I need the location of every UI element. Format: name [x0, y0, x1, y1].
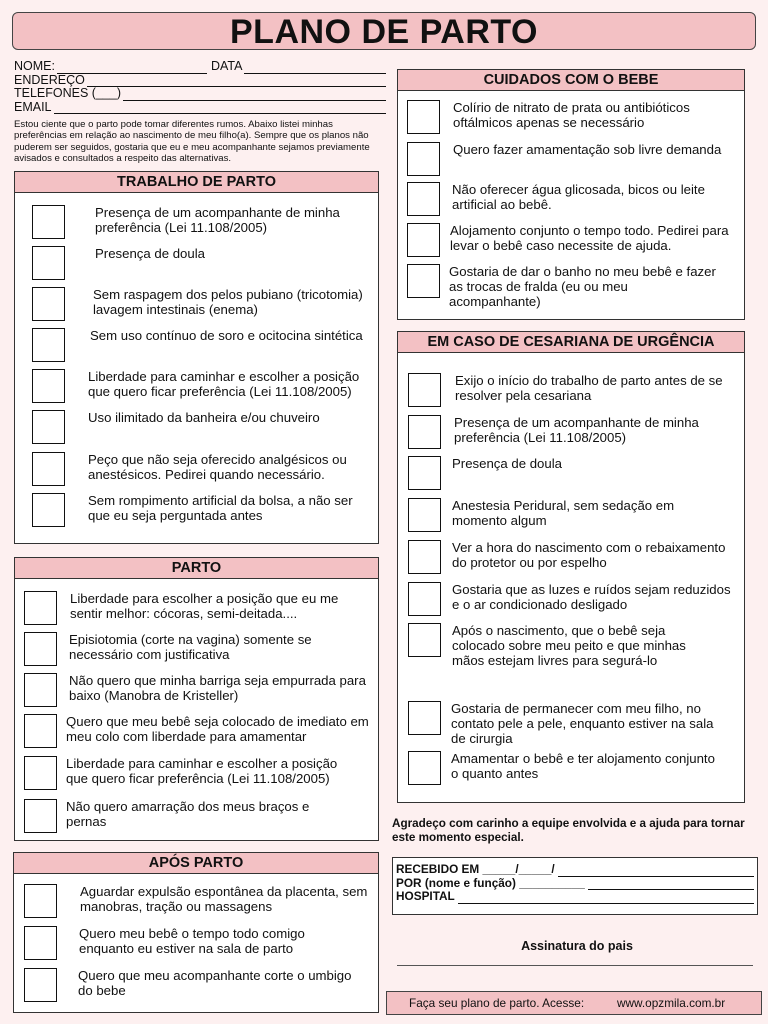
- por-label: POR (nome e função) __________: [396, 875, 585, 890]
- checkbox[interactable]: [408, 456, 441, 490]
- hospital-field[interactable]: [458, 894, 754, 904]
- signature-line[interactable]: [397, 965, 753, 966]
- item-text: Gostaria de permanecer com meu filho, no contato pele a pele, enquanto estiver na sala de cirurgia: [451, 701, 714, 746]
- list-item: [15, 410, 378, 444]
- list-item: [398, 540, 744, 574]
- checkbox[interactable]: [24, 632, 57, 666]
- data-field[interactable]: [244, 63, 386, 74]
- item-text: Sem rompimento artificial da bolsa, a não ser que eu seja perguntada antes: [88, 493, 353, 523]
- list-item: [15, 246, 378, 280]
- list-item: [14, 968, 378, 1002]
- list-item: [398, 456, 744, 490]
- checkbox[interactable]: [24, 756, 57, 790]
- footer-link[interactable]: www.opzmila.com.br: [617, 996, 726, 1010]
- section-title: TRABALHO DE PARTO: [15, 172, 378, 193]
- item-text: Presença de doula: [95, 246, 205, 261]
- checkbox[interactable]: [408, 373, 441, 407]
- item-text: Após o nascimento, que o bebê seja colocado sobre meu peito e que minhas mãos estejam livres para segurá-lo: [452, 623, 686, 668]
- list-item: [15, 714, 378, 748]
- checkbox[interactable]: [32, 205, 65, 239]
- intro-text: Estou ciente que o parto pode tomar diferentes rumos. Abaixo listei minhas preferências em relação ao nascimento de meu filho(a). Sempre que os planos não puderem ser seguidos, gostaria que eu e meu acompanhante sejamos previamente avisados e consultados a respeito das alternativas.: [14, 119, 370, 165]
- checkbox[interactable]: [24, 799, 57, 833]
- section-title: PARTO: [15, 558, 378, 579]
- footer-text: Faça seu plano de parto. Acesse:: [409, 996, 585, 1010]
- endereco-field[interactable]: [87, 76, 386, 87]
- list-item: [398, 751, 744, 785]
- list-item: [15, 493, 378, 527]
- checkbox[interactable]: [32, 328, 65, 362]
- section-cuidados-com-o-bebe: [397, 69, 745, 320]
- checkbox[interactable]: [407, 142, 440, 176]
- checkbox[interactable]: [408, 582, 441, 616]
- list-item: [398, 223, 744, 257]
- checkbox[interactable]: [408, 415, 441, 449]
- footer-banner: [386, 991, 762, 1015]
- checkbox[interactable]: [407, 182, 440, 216]
- list-item: [398, 582, 744, 616]
- list-item: [15, 287, 378, 321]
- telefones-label: TELEFONES (___): [14, 86, 121, 101]
- checkbox[interactable]: [408, 498, 441, 532]
- checkbox[interactable]: [32, 369, 65, 403]
- list-item: [15, 756, 378, 790]
- telefones-field[interactable]: [123, 90, 386, 101]
- por-field[interactable]: [588, 880, 754, 890]
- checkbox[interactable]: [407, 223, 440, 257]
- checkbox[interactable]: [24, 884, 57, 918]
- item-text: Quero que meu bebê seja colocado de imediato em meu colo com liberdade para amamentar: [66, 714, 369, 744]
- item-text: Amamentar o bebê e ter alojamento conjunto o quanto antes: [451, 751, 715, 781]
- item-text: Exijo o início do trabalho de parto antes de se resolver pela cesariana: [455, 373, 723, 403]
- nome-field[interactable]: [57, 63, 207, 74]
- checkbox[interactable]: [32, 246, 65, 280]
- checkbox[interactable]: [24, 968, 57, 1002]
- nome-label: NOME:: [14, 59, 55, 73]
- list-item: [398, 415, 744, 449]
- section-title: APÓS PARTO: [14, 853, 378, 874]
- checkbox[interactable]: [407, 100, 440, 134]
- list-item: [398, 701, 744, 746]
- checkbox[interactable]: [32, 410, 65, 444]
- item-text: Não oferecer água glicosada, bicos ou leite artificial ao bebê.: [452, 182, 705, 212]
- checkbox[interactable]: [32, 493, 65, 527]
- checkbox[interactable]: [408, 751, 441, 785]
- checkbox[interactable]: [408, 701, 441, 735]
- list-item: [398, 100, 744, 134]
- item-text: Não quero amarração dos meus braços e pernas: [66, 799, 310, 829]
- item-text: Presença de um acompanhante de minha preferência (Lei 11.108/2005): [95, 205, 340, 235]
- item-text: Presença de doula: [452, 456, 562, 471]
- list-item: [398, 373, 744, 407]
- item-text: Anestesia Peridural, sem sedação em momento algum: [452, 498, 675, 528]
- list-item: [398, 498, 744, 532]
- checkbox[interactable]: [24, 926, 57, 960]
- item-text: Aguardar expulsão espontânea da placenta, sem manobras, tração ou massagens: [80, 884, 368, 914]
- list-item: [398, 264, 744, 309]
- list-item: [15, 591, 378, 625]
- list-item: [14, 926, 378, 960]
- list-item: [15, 328, 378, 362]
- recebido-label: RECEBIDO EM _____/_____/: [396, 862, 555, 876]
- recebido-field[interactable]: [558, 867, 754, 877]
- item-text: Uso ilimitado da banheira e/ou chuveiro: [88, 410, 320, 425]
- checkbox[interactable]: [24, 591, 57, 625]
- item-text: Quero meu bebê o tempo todo comigo enquanto eu estiver na sala de parto: [79, 926, 305, 956]
- item-text: Sem raspagem dos pelos pubiano (tricotomia) lavagem intestinais (enema): [93, 287, 363, 317]
- item-text: Liberdade para caminhar e escolher a posição que quero ficar preferência (Lei 11.108/2005): [66, 756, 338, 786]
- list-item: [398, 623, 744, 668]
- list-item: [15, 205, 378, 239]
- item-text: Gostaria que as luzes e ruídos sejam reduzidos e o ar condicionado desligado: [452, 582, 731, 612]
- section-title: EM CASO DE CESARIANA DE URGÊNCIA: [398, 332, 744, 353]
- item-text: Alojamento conjunto o tempo todo. Pedirei para levar o bebê caso necessite de ajuda.: [450, 223, 729, 253]
- item-text: Não quero que minha barriga seja empurrada para baixo (Manobra de Kristeller): [69, 673, 366, 703]
- item-text: Colírio de nitrato de prata ou antibióticos oftálmicos apenas se necessário: [453, 100, 690, 130]
- data-label: DATA: [210, 59, 243, 73]
- item-text: Peço que não seja oferecido analgésicos ou anestésicos. Pedirei quando necessário.: [88, 452, 347, 482]
- section-trabalho-de-parto: [14, 171, 379, 544]
- list-item: [15, 632, 378, 666]
- list-item: [15, 452, 378, 486]
- item-text: Gostaria de dar o banho no meu bebê e fazer as trocas de fralda (eu ou meu acompanhante): [449, 264, 716, 309]
- page-title: PLANO DE PARTO: [12, 12, 756, 50]
- checkbox[interactable]: [32, 452, 65, 486]
- item-text: Liberdade para escolher a posição que eu me sentir melhor: cócoras, semi-deitada....: [70, 591, 339, 621]
- list-item: [15, 673, 378, 707]
- item-text: Liberdade para caminhar e escolher a posição que quero ficar preferência (Lei 11.108/2005): [88, 369, 360, 399]
- item-text: Episiotomia (corte na vagina) somente se necessário com justificativa: [69, 632, 312, 662]
- receipt-box: [392, 857, 758, 915]
- checkbox[interactable]: [408, 540, 441, 574]
- checkbox[interactable]: [24, 714, 57, 748]
- thanks-text: Agradeço com carinho a equipe envolvida e a ajuda para tornar este momento especial.: [392, 817, 745, 844]
- section-title: CUIDADOS COM O BEBE: [398, 70, 744, 91]
- email-label: EMAIL: [14, 99, 52, 114]
- section-cesariana: [397, 331, 745, 803]
- section-parto: [14, 557, 379, 841]
- checkbox[interactable]: [407, 264, 440, 298]
- checkbox[interactable]: [408, 623, 441, 657]
- list-item: [398, 142, 744, 176]
- list-item: [15, 369, 378, 403]
- list-item: [14, 884, 378, 918]
- hospital-label: HOSPITAL: [396, 889, 455, 903]
- item-text: Quero que meu acompanhante corte o umbigo do bebe: [78, 968, 352, 998]
- personal-info: [14, 60, 386, 114]
- section-apos-parto: [13, 852, 379, 1013]
- endereco-label: ENDEREÇO: [14, 72, 85, 87]
- checkbox[interactable]: [32, 287, 65, 321]
- item-text: Quero fazer amamentação sob livre demanda: [453, 142, 722, 157]
- item-text: Ver a hora do nascimento com o rebaixamento do protetor ou por espelho: [452, 540, 726, 570]
- list-item: [15, 799, 378, 833]
- email-field[interactable]: [54, 103, 386, 114]
- signature-label: Assinatura do pais: [521, 939, 633, 953]
- list-item: [398, 182, 744, 216]
- checkbox[interactable]: [24, 673, 57, 707]
- item-text: Sem uso contínuo de soro e ocitocina sintética: [90, 328, 363, 343]
- item-text: Presença de um acompanhante de minha preferência (Lei 11.108/2005): [454, 415, 699, 445]
